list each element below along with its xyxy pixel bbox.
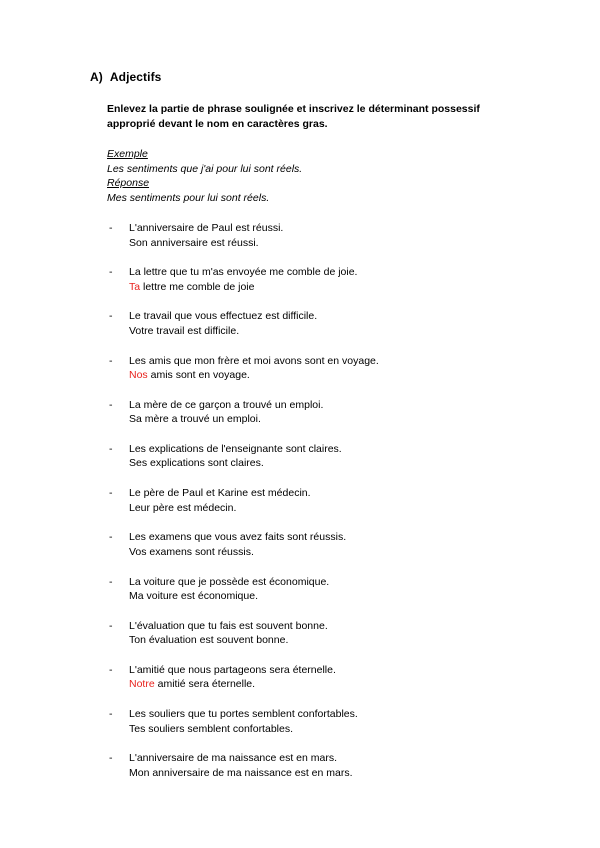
- exercise-sentence: Les amis que mon frère et moi avons sont en voyage.: [129, 354, 379, 367]
- section-title: [90, 70, 161, 84]
- exercise-item: [109, 309, 529, 353]
- list-dash: -: [109, 442, 113, 455]
- exercise-answer: [129, 677, 336, 692]
- example-block: [107, 147, 302, 205]
- exercise-sentence: La mère de ce garçon a trouvé un emploi.: [129, 398, 324, 411]
- section-letter: A): [90, 70, 103, 84]
- exercise-item: [109, 398, 529, 442]
- exercise-sentence: L'anniversaire de ma naissance est en mars.: [129, 752, 338, 765]
- list-dash: -: [109, 398, 113, 411]
- exercise-answer: [129, 236, 283, 251]
- exercise-sentence: La lettre que tu m'as envoyée me comble de joie.: [129, 266, 358, 279]
- answer-text: Ses explications sont claires.: [129, 457, 264, 470]
- exercise-answer: [129, 280, 357, 295]
- exercise-answer: [129, 412, 323, 427]
- exercise-text: [129, 265, 357, 294]
- section-name: Adjectifs: [109, 70, 162, 84]
- answer-text: lettre me comble de joie: [140, 280, 255, 293]
- list-dash: -: [109, 354, 113, 367]
- exercise-text: [129, 354, 379, 383]
- exercise-answer: [129, 368, 379, 383]
- answer-determinant: Nos: [129, 369, 148, 382]
- exercise-sentence: L'anniversaire de Paul est réussi.: [129, 222, 284, 234]
- list-dash: -: [109, 663, 113, 676]
- list-dash: -: [109, 708, 113, 721]
- exercise-answer: [129, 589, 329, 604]
- answer-text: Ton évaluation est souvent bonne.: [129, 634, 289, 647]
- exercise-item: [109, 442, 529, 486]
- answer-text: Tes souliers semblent confortables.: [129, 722, 293, 735]
- exercise-item: [109, 707, 529, 751]
- answer-label: Réponse: [107, 177, 150, 189]
- exercise-answer: [129, 766, 353, 781]
- list-dash: -: [109, 266, 113, 279]
- instructions: [107, 102, 527, 132]
- list-dash: -: [109, 619, 113, 632]
- list-dash: -: [109, 575, 113, 588]
- exercise-item: [109, 751, 529, 795]
- exercise-item: [109, 619, 529, 663]
- exercise-sentence: Les explications de l'enseignante sont claires.: [129, 442, 342, 455]
- exercise-answer: [129, 633, 328, 648]
- list-dash: -: [109, 487, 113, 500]
- answer-text: Mon anniversaire de ma naissance est en mars.: [129, 766, 353, 779]
- exercise-text: [129, 309, 317, 338]
- exercise-text: [129, 442, 342, 471]
- example-answer: Mes sentiments pour lui sont réels.: [107, 191, 270, 204]
- list-dash: -: [109, 531, 113, 544]
- exercise-text: [129, 751, 353, 780]
- exercise-text: [129, 663, 336, 692]
- answer-text: Vos examens sont réussis.: [129, 545, 254, 558]
- exercise-sentence: La voiture que je possède est économique.: [129, 575, 330, 588]
- answer-text: Son anniversaire est réussi.: [129, 236, 259, 249]
- exercise-text: [129, 221, 283, 250]
- exercise-item: [109, 354, 529, 398]
- exercise-item: [109, 575, 529, 619]
- exercise-text: [129, 530, 346, 559]
- answer-text: amitié sera éternelle.: [154, 678, 256, 691]
- instructions-line-2: approprié devant le nom en caractères gras.: [107, 118, 328, 130]
- exercise-text: [129, 486, 311, 515]
- list-dash: -: [109, 222, 113, 234]
- answer-text: Leur père est médecin.: [129, 501, 237, 514]
- exercise-text: [129, 707, 358, 736]
- exercise-text: [129, 575, 329, 604]
- exercise-answer: [129, 501, 311, 516]
- exercise-sentence: Le père de Paul et Karine est médecin.: [129, 487, 311, 500]
- exercise-item: [109, 486, 529, 530]
- instructions-line-1: Enlevez la partie de phrase soulignée et inscrivez le déterminant possessif: [107, 103, 480, 115]
- exercise-answer: [129, 722, 358, 737]
- exercise-item: [109, 530, 529, 574]
- exercise-answer: [129, 545, 346, 560]
- exercise-item: [109, 663, 529, 707]
- answer-text: Votre travail est difficile.: [129, 324, 240, 337]
- exercise-sentence: Les souliers que tu portes semblent confortables.: [129, 708, 358, 721]
- exercise-text: [129, 398, 323, 427]
- exercise-list: [109, 221, 529, 795]
- example-sentence: Les sentiments que j'ai pour lui sont réels.: [107, 162, 303, 175]
- exercise-item: [109, 221, 529, 265]
- answer-text: Ma voiture est économique.: [129, 590, 258, 602]
- list-dash: -: [109, 752, 113, 765]
- answer-text: Sa mère a trouvé un emploi.: [129, 413, 261, 426]
- exercise-sentence: Les examens que vous avez faits sont réussis.: [129, 531, 347, 544]
- exercise-text: [129, 619, 328, 648]
- exercise-answer: [129, 456, 342, 471]
- example-label: Exemple: [107, 148, 148, 160]
- exercise-item: [109, 265, 529, 309]
- exercise-sentence: L'amitié que nous partageons sera éternelle.: [129, 663, 336, 676]
- answer-text: amis sont en voyage.: [147, 369, 250, 382]
- list-dash: -: [109, 310, 113, 323]
- answer-determinant: Notre: [129, 678, 155, 691]
- answer-determinant: Ta: [129, 280, 141, 293]
- exercise-sentence: L'évaluation que tu fais est souvent bonne.: [129, 619, 328, 632]
- exercise-sentence: Le travail que vous effectuez est difficile.: [129, 310, 318, 323]
- exercise-answer: [129, 324, 317, 339]
